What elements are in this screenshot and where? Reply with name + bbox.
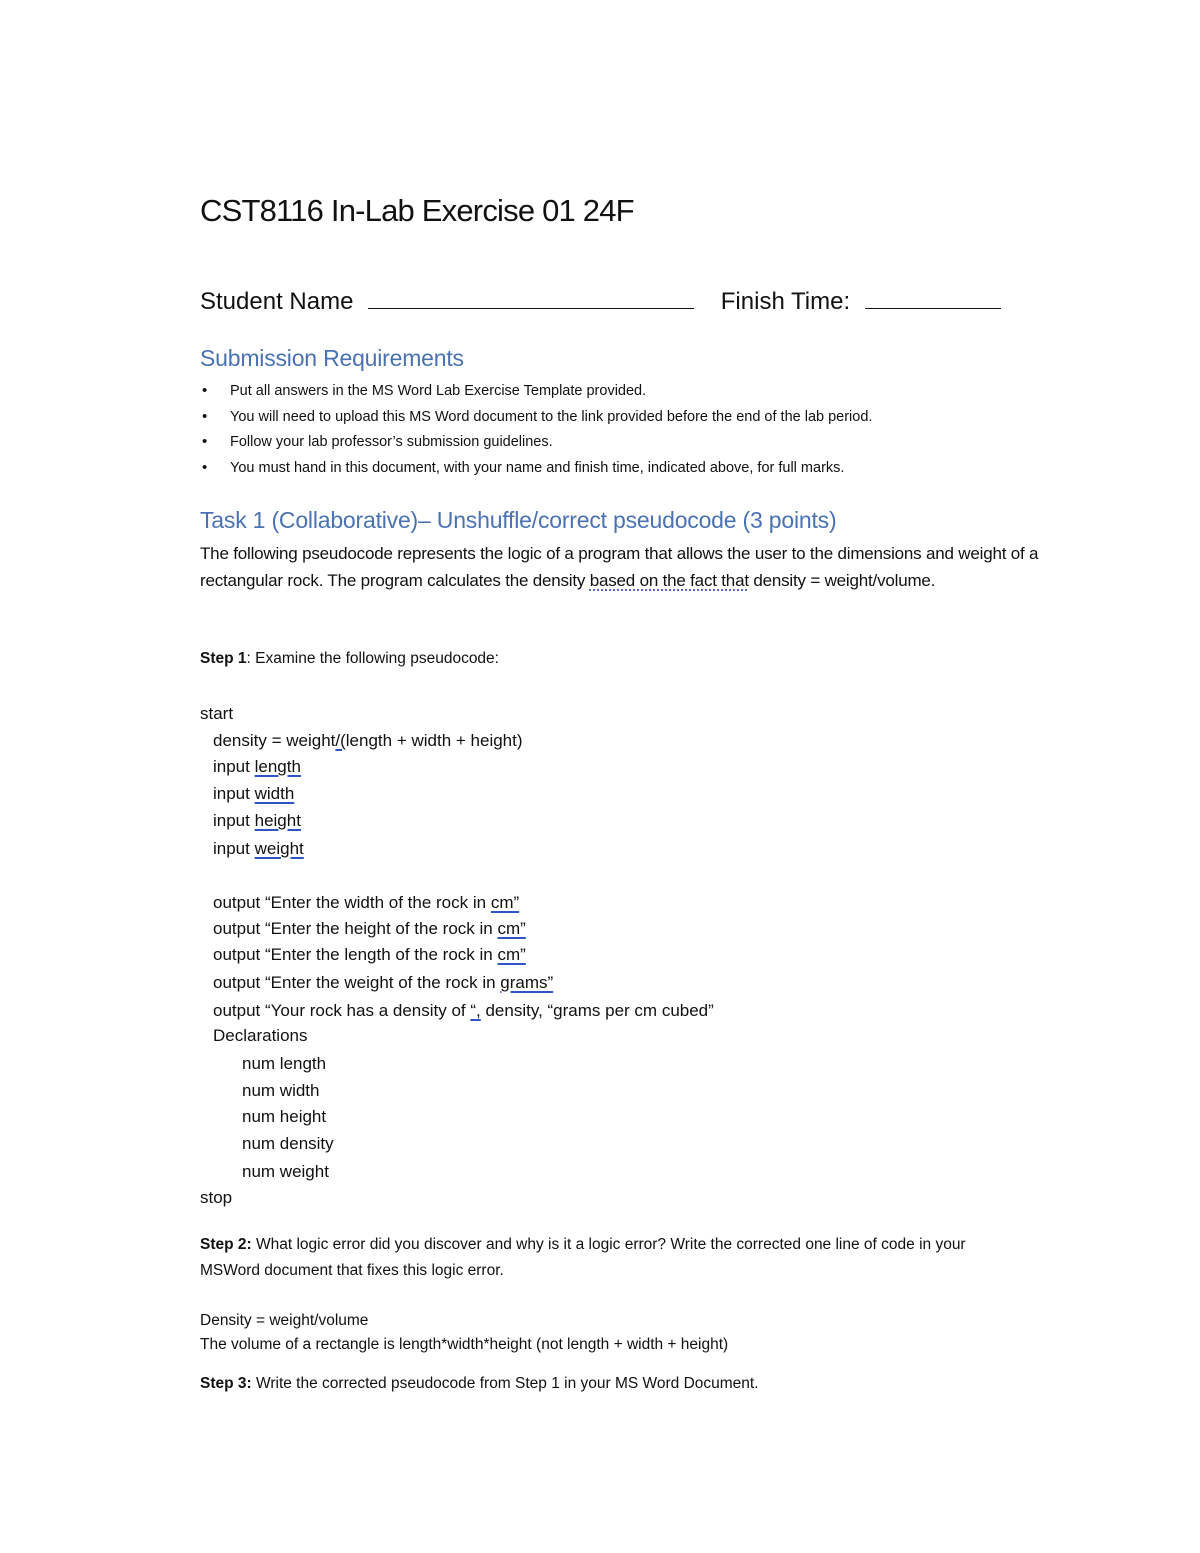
code-output-text: output “Enter the height of the rock in (213, 919, 498, 938)
step1-text: : Examine the following pseudocode: (246, 650, 499, 667)
code-output-unit: cm” (490, 893, 520, 912)
list-item: • You will need to upload this MS Word document to the link provided before the end of the lab period. (200, 406, 1100, 432)
code-output-text: output “Enter the length of the rock in (213, 945, 498, 964)
document-title: CST8116 In-Lab Exercise 01 24F (200, 193, 634, 228)
step3-label: Step 3: (200, 1375, 252, 1392)
code-density-a: density = weight (213, 731, 336, 750)
code-input-var: width (254, 784, 295, 803)
code-input-line (213, 757, 301, 777)
student-name-blank[interactable] (368, 286, 694, 309)
code-input-var: height (254, 811, 301, 830)
task1-description (200, 540, 1080, 594)
code-density-c: length + width + height) (345, 731, 523, 750)
code-output-unit: cm” (497, 919, 526, 938)
list-item: • Follow your lab professor’s submission guidelines. (200, 431, 1100, 457)
code-input-keyword: input (213, 784, 250, 803)
step2 (200, 1236, 966, 1254)
submission-list (200, 380, 1100, 483)
code-input-line (213, 839, 304, 859)
code-input-var: length (254, 757, 301, 776)
code-output-quote: “, (470, 1001, 481, 1020)
step2-label: Step 2: (200, 1236, 252, 1253)
step1 (200, 650, 499, 668)
code-stop: stop (200, 1188, 233, 1207)
code-output-line (213, 973, 553, 993)
list-item: • You must hand in this document, with your name and finish time, indicated above, for full marks. (200, 457, 1100, 483)
step3 (200, 1375, 759, 1393)
list-item: • Put all answers in the MS Word Lab Exercise Template provided. (200, 380, 1100, 406)
code-output-line (213, 945, 526, 965)
task1-heading: Task 1 (Collaborative)– Unshuffle/correct pseudocode (3 points) (200, 507, 837, 533)
finish-time-label: Finish Time: (720, 288, 851, 315)
code-input-line (213, 811, 301, 831)
code-output-line (213, 919, 526, 939)
step1-label: Step 1 (200, 650, 247, 667)
code-output-unit: grams” (500, 973, 554, 992)
student-name-label: Student Name (200, 288, 354, 315)
code-output-text: output “Enter the weight of the rock in (213, 973, 501, 992)
code-output-line (213, 893, 519, 913)
code-input-keyword: input (213, 839, 250, 858)
step2-text-line1: What logic error did you discover and why is it a logic error? Write the corrected one line of code in your (251, 1236, 966, 1253)
code-density-line (213, 731, 523, 751)
code-input-var: weight (254, 839, 304, 858)
code-input-keyword: input (213, 811, 250, 830)
code-input-line (213, 784, 294, 804)
code-output-text: output “Enter the width of the rock in (213, 893, 491, 912)
answer-line1: Density = weight/volume (200, 1312, 369, 1329)
task1-description-c: density = weight/volume. (748, 571, 936, 590)
code-declaration-item: num length (242, 1054, 327, 1073)
code-declaration-item: num weight (242, 1162, 329, 1181)
task1-description-b: based on the fact that (589, 571, 749, 590)
code-output-line (213, 1001, 714, 1021)
code-declarations: Declarations (213, 1026, 308, 1045)
code-output-unit: cm” (497, 945, 526, 964)
code-output-rest: density, “grams per cm cubed” (480, 1001, 714, 1020)
code-density-b: /( (335, 731, 346, 750)
code-declaration-item: num width (242, 1081, 320, 1100)
step3-text: Write the corrected pseudocode from Step 1 in your MS Word Document. (251, 1375, 759, 1392)
finish-time-blank[interactable] (865, 286, 1001, 309)
answer-line2: The volume of a rectangle is length*width*height (not length + width + height) (200, 1336, 729, 1353)
step2-line2: MSWord document that fixes this logic error. (200, 1262, 504, 1279)
header-fields (200, 286, 1001, 316)
task1-description-a: The following pseudocode represents the logic of a program that allows the user to the dimensions and weight of a rectangular rock. The program calculates the density (200, 544, 1039, 590)
code-declaration-item: num density (242, 1134, 334, 1153)
code-input-keyword: input (213, 757, 250, 776)
code-output-text: output “Your rock has a density of (213, 1001, 471, 1020)
submission-heading: Submission Requirements (200, 345, 464, 371)
code-start: start (200, 704, 234, 723)
code-declaration-item: num height (242, 1107, 327, 1126)
